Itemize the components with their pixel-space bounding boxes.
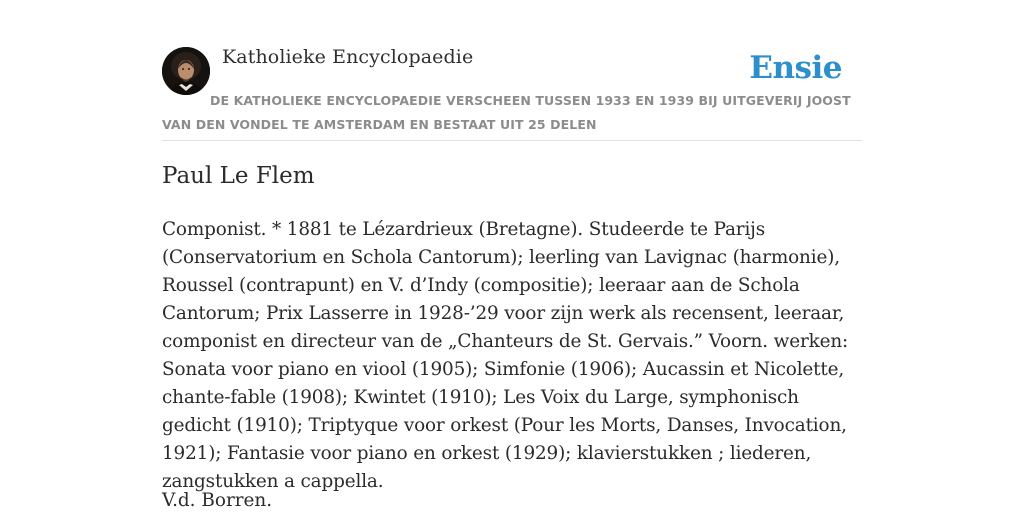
article-author: V.d. Borren.	[162, 490, 273, 511]
site-header	[162, 0, 862, 141]
site-name[interactable]: Katholieke Encyclopaedie	[222, 46, 474, 68]
brand-logo[interactable]: Ensie	[749, 50, 842, 86]
portrait-avatar[interactable]	[162, 47, 210, 95]
portrait-icon	[162, 47, 210, 95]
article-body: Componist. * 1881 te Lézardrieux (Bretagne). Studeerde te Parijs (Conservatorium en Schola Cantorum); leerling van Lavignac (harmonie), Roussel (contrapunt) en V. d’Indy (compositie); leeraar aan de Schola Cantorum; Prix Lasserre in 1928-’29 voor zijn werk als recensent, leeraar, componist en directeur van de „Chanteurs de St. Gervais.” Voorn. werken: Sonata voor piano en viool (1905); Simfonie (1906); Aucassin et Nicolette, chante-fable (1908); Kwintet (1910); Les Voix du Large, symphonisch gedicht (1910); Triptyque voor orkest (Pour les Morts, Danses, Invocation, 1921); Fantasie voor piano en orkest (1929); klavierstukken ; liederen, zangstukken a cappella.	[162, 219, 849, 492]
site-tagline: DE KATHOLIEKE ENCYCLOPAEDIE VERSCHEEN TUSSEN 1933 EN 1939 BIJ UITGEVERIJ JOOST VAN DEN VONDEL TE AMSTERDAM EN BESTAAT UIT 25 DELEN	[162, 93, 851, 132]
article-title: Paul Le Flem	[162, 163, 315, 189]
page	[162, 0, 862, 511]
